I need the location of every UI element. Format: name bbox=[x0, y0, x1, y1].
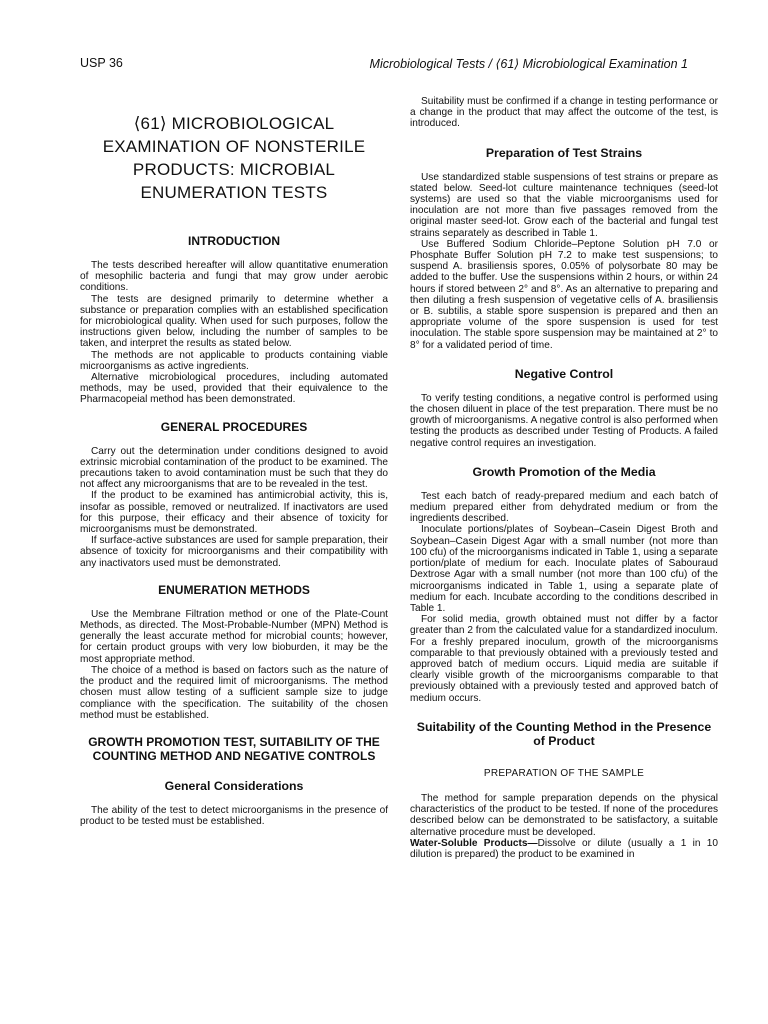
paragraph: The choice of a method is based on factors such as the nature of the product and the required limit of microorganisms. The method chosen must allow testing of a sufficient sample size to judge compliance with the specification. The suitability of the chosen method must be established. bbox=[80, 664, 388, 721]
subsection-heading: Negative Control bbox=[514, 366, 614, 381]
paragraph: Carry out the determination under conditions designed to avoid extrinsic microbial contamination of the product to be examined. The precautions taken to avoid contamination must be such that they do not affect any microorganisms that are to be revealed in the test. bbox=[80, 445, 388, 491]
right-column bbox=[410, 96, 718, 860]
paragraph: Test each batch of ready-prepared medium and each batch of medium prepared either from dehydrated medium or from the ingredients described. bbox=[410, 490, 718, 525]
subsection-heading: Preparation of Test Strains bbox=[485, 145, 643, 160]
paragraph: The methods are not applicable to products containing viable microorganisms as active ingredients. bbox=[80, 349, 388, 372]
paragraph: For solid media, growth obtained must not differ by a factor greater than 2 from the calculated value for a standardized inoculum. For a freshly prepared inoculum, growth of the microorganisms comparable to that previously obtained with a previously tested and approved batch of medium occurs. Liquid media are suitable if clearly visible growth of the microorganisms comparable to that previously obtained with a previously tested and approved batch of medium occurs. bbox=[410, 614, 718, 704]
paragraph: If surface-active substances are used for sample preparation, their absence of toxicity for microorganisms and their compatibility with any inactivators used must be demonstrated. bbox=[80, 535, 388, 569]
running-header-left: USP 36 bbox=[80, 56, 123, 70]
paragraph: Suitability must be confirmed if a change in testing performance or a change in the product that may affect the outcome of the test, is introduced. bbox=[410, 96, 718, 130]
subsection-heading: Growth Promotion of the Media bbox=[472, 464, 656, 479]
paragraph: Use Buffered Sodium Chloride–Peptone Solution pH 7.0 or Phosphate Buffer Solution pH 7.2 to make test suspensions; to suspend A. brasiliensis spores, 0.05% of polysorbate 80 may be added to the buffer. Use the suspensions within 2 hours, or within 24 hours if stored between 2° and 8°. As an alternative to preparing and then diluting a fresh suspension of vegetative cells of A. brasiliensis or B. subtilis, a stable spore suspension is prepared and then an appropriate volume of the spore suspension is used for test inoculation. The stable spore suspension may be maintained at 2° to 8° for a validated period of time. bbox=[410, 238, 718, 351]
section-heading: GROWTH PROMOTION TEST, SUITABILITY OF THE COUNTING METHOD AND NEGATIVE CONTROLS bbox=[88, 734, 380, 763]
section-heading: INTRODUCTION bbox=[188, 234, 280, 248]
run-in-heading: Water-Soluble Products— bbox=[410, 837, 538, 849]
paragraph: The tests described hereafter will allow quantitative enumeration of mesophilic bacteria and fungi that may grow under aerobic conditions. bbox=[80, 260, 388, 294]
paragraph: The method for sample preparation depends on the physical characteristics of the product to be tested. If none of the procedures described below can be demonstrated to be satisfactory, a suitable alternative procedure must be developed. bbox=[410, 792, 718, 838]
paragraph: To verify testing conditions, a negative control is performed using the chosen diluent in place of the test preparation. There must be no growth of microorganisms. A negative control is also performed when testing the products as described under Testing of Products. A failed negative control requires an investigation. bbox=[410, 392, 719, 449]
paragraph: Inoculate portions/plates of Soybean–Casein Digest Broth and Soybean–Casein Digest Agar with a small number (not more than 100 cfu) of the microorganisms indicated in Table 1, using a separate portion/plate of medium for each. Inoculate plates of Sabouraud Dextrose Agar with a small number (not more than 100 cfu) of the microorganisms indicated in Table 1, using a separate plate of medium for each. Incubate according to the conditions described in Table 1. bbox=[410, 524, 718, 614]
paragraph: The tests are designed primarily to determine whether a substance or preparation complies with an established specification for microbiological quality. When used for such purposes, follow the instructions given below, including the number of samples to be taken, and interpret the results as stated below. bbox=[80, 293, 388, 350]
section-heading: ENUMERATION METHODS bbox=[158, 582, 310, 597]
running-header-right: Microbiological Tests / ⟨61⟩ Microbiological Examination 1 bbox=[369, 57, 688, 71]
left-column bbox=[80, 96, 388, 827]
paragraph-text: Dissolve or dilute (usually a 1 in 10 dilution is prepared) the product to be examined in bbox=[410, 837, 718, 860]
paragraph bbox=[410, 838, 718, 860]
paragraph: Use the Membrane Filtration method or one of the Plate-Count Methods, as directed. The Most-Probable-Number (MPN) Method is generally the least accurate method for microbial counts; however, for certain product groups with very low bioburden, it may be the most appropriate method. bbox=[80, 608, 388, 665]
paragraph: Alternative microbiological procedures, including automated methods, may be used, provided that their equivalence to the Pharmacopeial method has been demonstrated. bbox=[80, 372, 388, 406]
sub-subsection-heading: PREPARATION OF THE SAMPLE bbox=[483, 767, 645, 779]
paragraph: Use standardized stable suspensions of test strains or prepare as stated below. Seed-lot culture maintenance techniques (seed-lot systems) are used so that the viable microorganisms used for inoculation are not more than five passages removed from the original master seed-lot. Grow each of the bacterial and fungal test strains separately as described in Table 1. bbox=[410, 171, 718, 239]
paragraph: The ability of the test to detect microorganisms in the presence of product to be tested must be established. bbox=[80, 804, 388, 828]
subsection-heading: Suitability of the Counting Method in the Presence of Product bbox=[416, 719, 712, 748]
paragraph: If the product to be examined has antimicrobial activity, this is, insofar as possible, removed or neutralized. If inactivators are used for this purpose, their efficacy and their absence of toxicity for microorganisms must be demonstrated. bbox=[80, 490, 388, 536]
section-heading: GENERAL PROCEDURES bbox=[160, 419, 308, 434]
subsection-heading: General Considerations bbox=[164, 778, 304, 793]
document-title: ⟨61⟩ MICROBIOLOGICAL EXAMINATION OF NONSTERILE PRODUCTS: MICROBIAL ENUMERATION TESTS bbox=[102, 114, 366, 202]
